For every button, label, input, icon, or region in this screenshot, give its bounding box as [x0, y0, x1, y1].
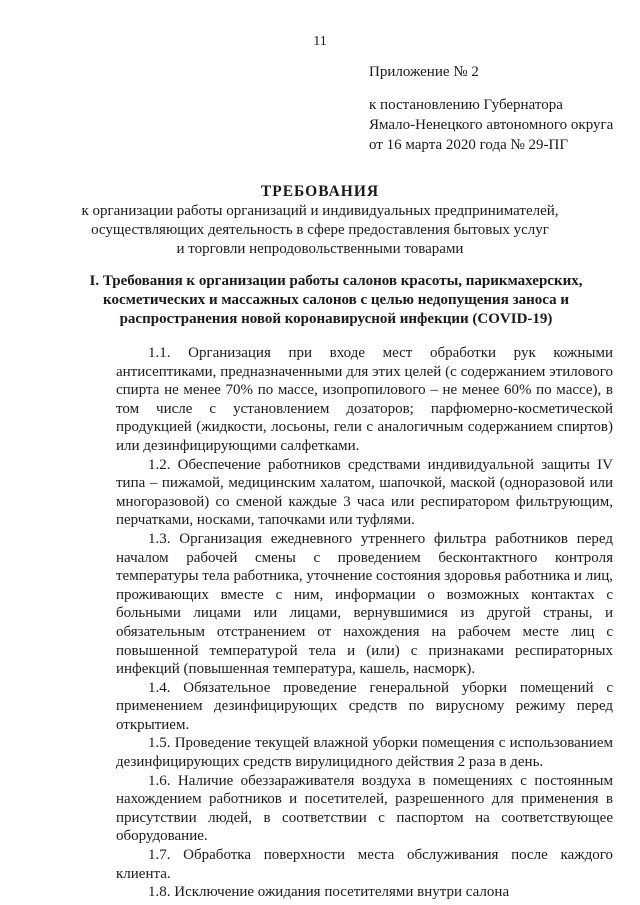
appendix-label: Приложение № 2 — [369, 64, 479, 80]
document-body — [116, 344, 613, 902]
paragraph-1-7: 1.7. Обработка поверхности места обслуживания после каждого клиента. — [116, 847, 613, 882]
subtitle-line: осуществляющих деятельность в сфере предоставления бытовых услуг — [91, 222, 549, 238]
subtitle-line: и торговли непродовольственными товарами — [176, 241, 464, 257]
decree-reference — [369, 95, 613, 155]
section-heading-line: I. Требования к организации работы салонов красоты, парикмахерских, — [89, 273, 583, 289]
paragraph-1-1: 1.1. Организация при входе мест обработки рук кожными антисептиками, предназначенными для этих целей (с содержанием этилового спирта не менее 70% по массе, изопропилового – не менее 60% по массе), в том числе с установлением дозаторов; парфюмерно-косметической продукцией (жидкости, лосьоны, гели с аналогичным содержанием спиртов) или дезинфицирующими салфетками. — [116, 345, 613, 454]
section-heading-line: косметических и массажных салонов с целью недопущения заноса и — [103, 292, 569, 308]
subtitle-line: к организации работы организаций и индивидуальных предпринимателей, — [81, 203, 559, 219]
page-number: 11 — [313, 34, 327, 49]
paragraph-1-3: 1.3. Организация ежедневного утреннего фильтра работников перед началом рабочей смены с проведением бесконтактного контроля температуры тела работника, уточнение состояния здоровья работника и лиц, проживающих вместе с ним, информации о возможных контактах с больными лицами или лицами, вернувшимися из другой страны, и обязательным отстранением от нахождения на рабочем месте лиц с повышенной температурой тела и (или) с признаками респираторных инфекций (повышенная температура, кашель, насморк). — [116, 530, 613, 678]
decree-line: Ямало-Ненецкого автономного округа — [369, 117, 614, 133]
decree-line: от 16 марта 2020 года № 29-ПГ — [369, 137, 569, 153]
decree-line: к постановлению Губернатора — [369, 97, 563, 113]
paragraph-1-2: 1.2. Обеспечение работников средствами индивидуальной защиты IV типа – пижамой, медицинским халатом, шапочкой, маской (одноразовой или многоразовой) со сменой каждые 3 часа или респиратором фильтрующим, перчатками, носками, тапочками или туфлями. — [116, 456, 613, 529]
paragraph-1-5: 1.5. Проведение текущей влажной уборки помещения с использованием дезинфицирующих средств вирулицидного действия 2 раза в день. — [116, 735, 613, 771]
paragraph-1-8: 1.8. Исключение ожидания посетителями внутри салона — [148, 884, 510, 901]
document-subtitle — [60, 202, 580, 259]
paragraph-1-6: 1.6. Наличие обеззараживателя воздуха в помещениях с постоянным нахождением работников и посетителей, разрешенного для применения в присутствии людей, в соответствии с паспортом на соответствующее оборудование. — [116, 772, 613, 845]
paragraph-1-4: 1.4. Обязательное проведение генеральной уборки помещений с применением дезинфицирующих средств по вирусному режиму перед открытием. — [116, 679, 613, 733]
section-heading — [86, 272, 586, 329]
document-title: ТРЕБОВАНИЯ — [260, 183, 380, 200]
section-heading-line: распространения новой коронавирусной инфекции (COVID-19) — [119, 311, 553, 327]
